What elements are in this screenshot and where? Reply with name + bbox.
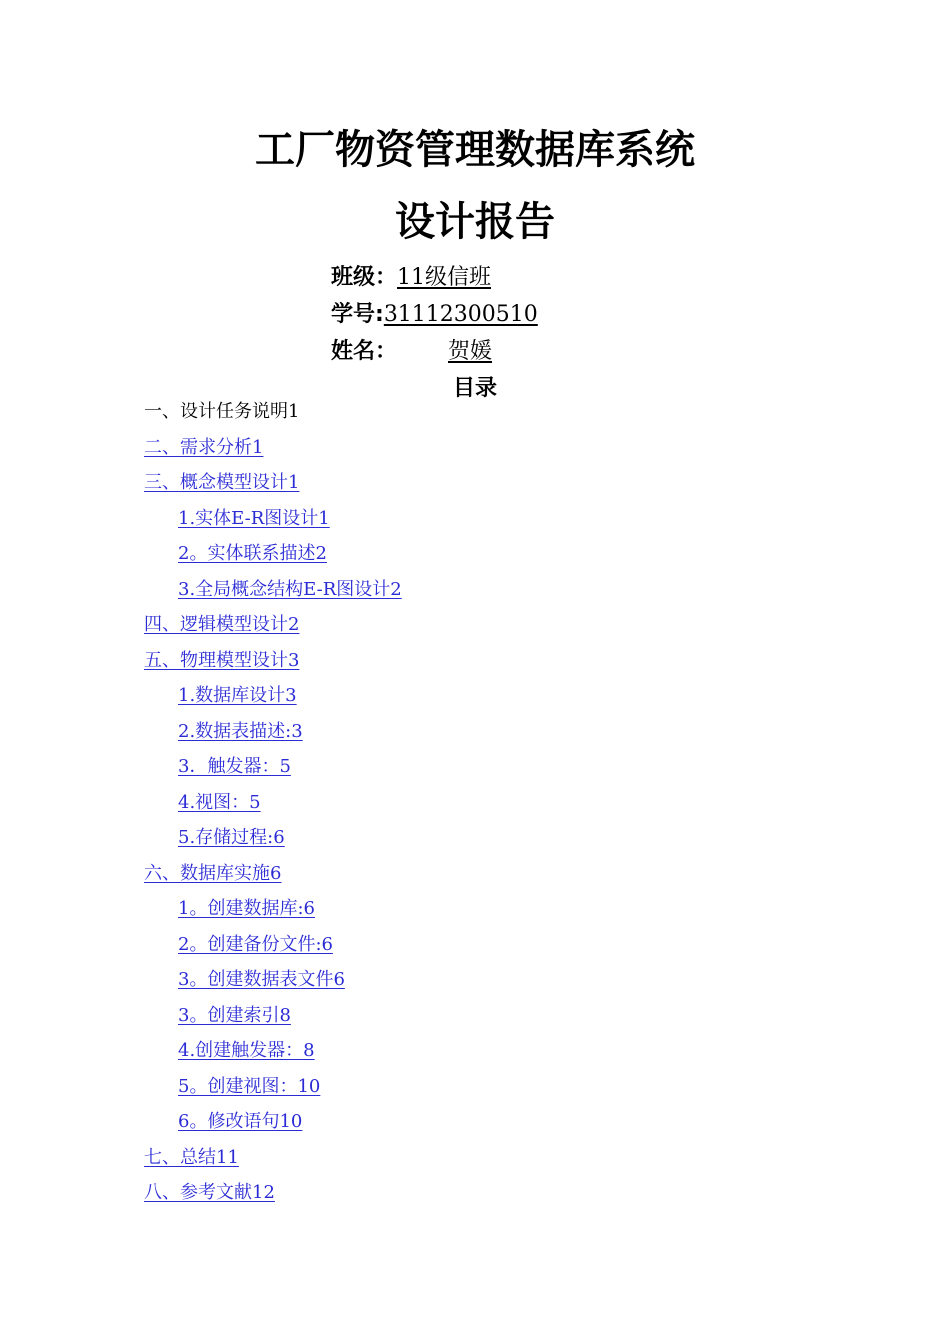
toc-section-link[interactable]: 二、需求分析1 <box>144 436 264 458</box>
name-label: 姓名： <box>331 339 398 364</box>
toc-section-link[interactable]: 八、参考文献12 <box>144 1182 275 1203</box>
class-value: 11级信班 <box>397 265 492 290</box>
student-id-value: 31112300510 <box>383 302 538 327</box>
toc-section-link[interactable]: 四、逻辑模型设计2 <box>144 614 300 635</box>
toc-subsection-link[interactable]: 1.实体E-R图设计1 <box>178 507 330 529</box>
student-id-label: 学号: <box>331 302 384 327</box>
student-id-row <box>331 300 566 330</box>
name-value: 贺媛 <box>448 339 493 364</box>
toc-subsection-link[interactable]: 3。创建数据表文件6 <box>178 969 345 990</box>
toc-section-link: 一、设计任务说明1 <box>144 401 300 422</box>
toc-subsection-link[interactable]: 2。创建备份文件:6 <box>178 933 333 955</box>
toc-subsection-link[interactable]: 1.数据库设计3 <box>178 685 297 706</box>
toc-subsection-link[interactable]: 3。创建索引8 <box>178 1004 291 1026</box>
document-title: 工厂物资管理数据库系统 <box>255 127 695 173</box>
toc-heading: 目录 <box>452 376 497 401</box>
toc-subsection-link[interactable]: 1。创建数据库:6 <box>178 898 315 919</box>
toc-subsection-link[interactable]: 4.视图：5 <box>178 791 261 813</box>
toc-subsection-link[interactable]: 3．触发器：5 <box>178 756 291 777</box>
document-subtitle: 设计报告 <box>395 199 555 245</box>
toc-subsection-link[interactable]: 5。创建视图：10 <box>178 1075 321 1097</box>
toc-subsection-link[interactable]: 4.创建触发器：8 <box>178 1040 315 1061</box>
toc-section-link[interactable]: 五、物理模型设计3 <box>144 649 300 671</box>
toc-subsection-link[interactable]: 3.全局概念结构E-R图设计2 <box>178 578 402 600</box>
toc-subsection-link[interactable]: 2.数据表描述:3 <box>178 720 303 742</box>
toc-subsection-link[interactable]: 6。修改语句10 <box>178 1111 303 1132</box>
toc-section-link[interactable]: 三、概念模型设计1 <box>144 472 300 493</box>
toc-subsection-link[interactable]: 5.存储过程:6 <box>178 827 285 848</box>
class-label: 班级： <box>331 265 398 290</box>
toc-section-link[interactable]: 七、总结11 <box>144 1146 239 1168</box>
name-row <box>331 337 492 367</box>
toc-subsection-link[interactable]: 2。实体联系描述2 <box>178 543 327 564</box>
toc-section-link[interactable]: 六、数据库实施6 <box>144 862 282 884</box>
class-row <box>331 263 491 293</box>
